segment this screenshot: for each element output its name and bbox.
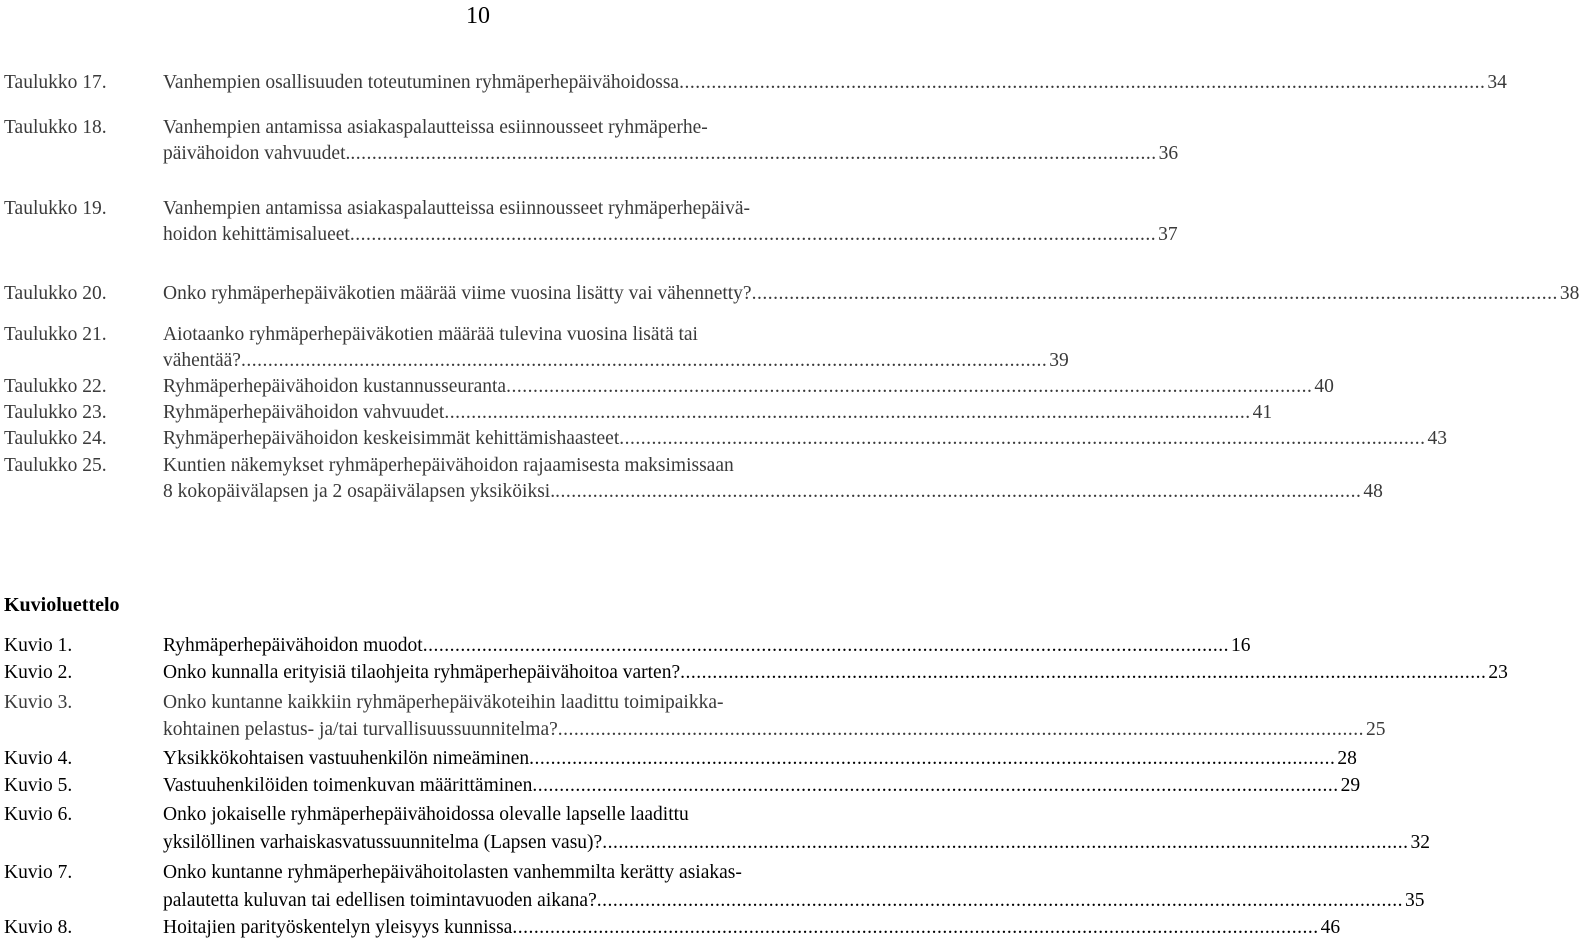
entry-label: Kuvio 3. bbox=[4, 692, 73, 713]
entry-page: 37 bbox=[1158, 224, 1178, 245]
dot-leader: ...................................................................................................................................................... bbox=[680, 662, 1487, 683]
dot-leader: ...................................................................................................................................................... bbox=[506, 376, 1313, 397]
entry-page: 29 bbox=[1340, 775, 1361, 796]
entry-page: 43 bbox=[1427, 428, 1448, 449]
entry-label: Kuvio 2. bbox=[4, 662, 73, 683]
entry-title: Vanhempien osallisuuden toteutuminen ryhmäperhepäivähoidossa bbox=[163, 72, 680, 93]
entry-title-line-1: Vanhempien antamissa asiakaspalautteissa esiinnousseet ryhmäperhepäivä- bbox=[163, 198, 750, 219]
entry-page: 34 bbox=[1487, 72, 1507, 93]
entry-title-line-2: hoidon kehittämisalueet bbox=[163, 224, 350, 245]
entry-label: Kuvio 7. bbox=[4, 862, 73, 883]
entry-title-line-2: palautetta kuluvan tai edellisen toimintavuoden aikana? bbox=[163, 890, 597, 911]
dot-leader: ...................................................................................................................................................... bbox=[555, 481, 1362, 502]
entry-title: Ryhmäperhepäivähoidon muodot bbox=[163, 635, 423, 656]
dot-leader: ...................................................................................................................................................... bbox=[350, 143, 1157, 164]
entry-label: Taulukko 23. bbox=[4, 402, 107, 423]
entry-title-line-2: 8 kokopäivälapsen ja 2 osapäivälapsen yksiköiksi. bbox=[163, 481, 556, 502]
entry-title: Ryhmäperhepäivähoidon vahvuudet bbox=[163, 402, 445, 423]
entry-page: 46 bbox=[1320, 917, 1341, 938]
entry-label: Taulukko 17. bbox=[4, 72, 107, 93]
dot-leader: ...................................................................................................................................................... bbox=[751, 283, 1558, 304]
entry-label: Kuvio 1. bbox=[4, 635, 73, 656]
entry-title-line-2: yksilöllinen varhaiskasvatussuunnitelma (Lapsen vasu)? bbox=[163, 832, 603, 853]
entry-title-line-2: vähentää? bbox=[163, 350, 241, 371]
entry-title: Ryhmäperhepäivähoidon keskeisimmät kehittämishaasteet bbox=[163, 428, 620, 449]
page-number: 10 bbox=[466, 3, 490, 29]
dot-leader: ...................................................................................................................................................... bbox=[529, 748, 1336, 769]
dot-leader: ...................................................................................................................................................... bbox=[422, 635, 1229, 656]
dot-leader: ...................................................................................................................................................... bbox=[679, 72, 1486, 93]
dot-leader: ...................................................................................................................................................... bbox=[240, 350, 1048, 371]
entry-title-line-1: Onko kuntanne ryhmäperhepäivähoitolasten vanhemmilta kerätty asiakas- bbox=[163, 862, 742, 883]
entry-title-line-1: Vanhempien antamissa asiakaspalautteissa esiinnousseet ryhmäperhe- bbox=[163, 117, 708, 138]
entry-label: Taulukko 20. bbox=[4, 283, 107, 304]
entry-title: Onko kunnalla erityisiä tilaohjeita ryhmäperhepäivähoitoa varten? bbox=[163, 662, 681, 683]
dot-leader: ...................................................................................................................................................... bbox=[619, 428, 1426, 449]
entry-page: 35 bbox=[1404, 890, 1425, 911]
entry-page: 28 bbox=[1337, 748, 1357, 769]
entry-page: 48 bbox=[1363, 481, 1383, 502]
entry-label: Taulukko 25. bbox=[4, 455, 107, 476]
entry-label: Kuvio 8. bbox=[4, 917, 73, 938]
entry-title-line-1: Onko jokaiselle ryhmäperhepäivähoidossa olevalle lapselle laadittu bbox=[163, 804, 689, 825]
entry-page: 25 bbox=[1366, 719, 1386, 740]
entry-label: Taulukko 19. bbox=[4, 198, 107, 219]
entry-label: Kuvio 4. bbox=[4, 748, 73, 769]
dot-leader: ...................................................................................................................................................... bbox=[602, 832, 1409, 853]
entry-title-line-1: Kuntien näkemykset ryhmäperhepäivähoidon rajaamisesta maksimissaan bbox=[163, 455, 734, 476]
entry-title: Ryhmäperhepäivähoidon kustannusseuranta bbox=[163, 376, 507, 397]
entry-page: 32 bbox=[1410, 832, 1430, 853]
entry-page: 23 bbox=[1488, 662, 1508, 683]
figures-heading: Kuvioluettelo bbox=[4, 594, 120, 616]
entry-page: 41 bbox=[1252, 402, 1273, 423]
entry-title-line-1: Onko kuntanne kaikkiin ryhmäperhepäiväkoteihin laadittu toimipaikka- bbox=[163, 692, 724, 713]
dot-leader: ...................................................................................................................................................... bbox=[444, 402, 1251, 423]
entry-title: Yksikkökohtaisen vastuuhenkilön nimeäminen bbox=[163, 748, 530, 769]
dot-leader: ...................................................................................................................................................... bbox=[349, 224, 1157, 245]
dot-leader: ...................................................................................................................................................... bbox=[596, 890, 1403, 911]
entry-label: Kuvio 5. bbox=[4, 775, 73, 796]
dot-leader: ...................................................................................................................................................... bbox=[557, 719, 1365, 740]
entry-label: Taulukko 24. bbox=[4, 428, 107, 449]
entry-label: Taulukko 18. bbox=[4, 117, 107, 138]
entry-title-line-2: päivähoidon vahvuudet. bbox=[163, 143, 351, 164]
entry-page: 39 bbox=[1049, 350, 1069, 371]
dot-leader: ...................................................................................................................................................... bbox=[512, 917, 1319, 938]
entry-page: 38 bbox=[1559, 283, 1579, 304]
entry-title: Onko ryhmäperhepäiväkotien määrää viime vuosina lisätty vai vähennetty? bbox=[163, 283, 752, 304]
entry-page: 36 bbox=[1158, 143, 1179, 164]
entry-page: 40 bbox=[1314, 376, 1334, 397]
dot-leader: ...................................................................................................................................................... bbox=[532, 775, 1339, 796]
entry-label: Taulukko 21. bbox=[4, 324, 107, 345]
entry-page: 16 bbox=[1230, 635, 1251, 656]
entry-title: Vastuuhenkilöiden toimenkuvan määrittäminen bbox=[163, 775, 533, 796]
entry-title: Hoitajien parityöskentelyn yleisyys kunnissa bbox=[163, 917, 513, 938]
entry-title-line-2: kohtainen pelastus- ja/tai turvallisuussuunnitelma? bbox=[163, 719, 558, 740]
entry-label: Kuvio 6. bbox=[4, 804, 73, 825]
entry-title-line-1: Aiotaanko ryhmäperhepäiväkotien määrää tulevina vuosina lisätä tai bbox=[163, 324, 698, 345]
entry-label: Taulukko 22. bbox=[4, 376, 107, 397]
